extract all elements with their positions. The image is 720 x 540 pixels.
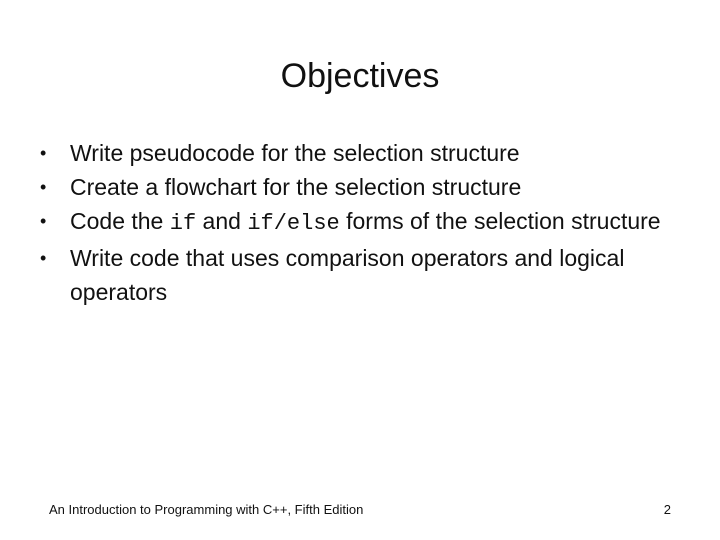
page-number: 2 [663, 502, 671, 517]
bullet-text: Write pseudocode for the selection structure [70, 140, 520, 166]
code-if: if [169, 211, 197, 236]
slide-title-text: Objectives [280, 57, 440, 95]
bullet-text-part: Code the [70, 208, 170, 234]
list-item [38, 136, 678, 170]
list-item [38, 170, 678, 204]
bullet-text-part: and [196, 208, 248, 234]
bullet-icon: • [40, 143, 47, 163]
bullet-icon: • [40, 248, 47, 268]
objectives-list [38, 136, 678, 309]
bullet-text-part: forms of the selection structure [339, 208, 661, 234]
bullet-icon: • [40, 211, 47, 231]
list-item [38, 204, 678, 241]
slide-title [0, 54, 720, 98]
bullet-icon: • [40, 177, 47, 197]
bullet-text: Create a flowchart for the selection structure [70, 174, 522, 200]
list-item [38, 241, 678, 309]
footer-book-title: An Introduction to Programming with C++, Fifth Edition [49, 502, 364, 517]
code-if-else: if/else [247, 211, 340, 236]
bullet-text: Write code that uses comparison operators and logical operators [70, 245, 625, 305]
